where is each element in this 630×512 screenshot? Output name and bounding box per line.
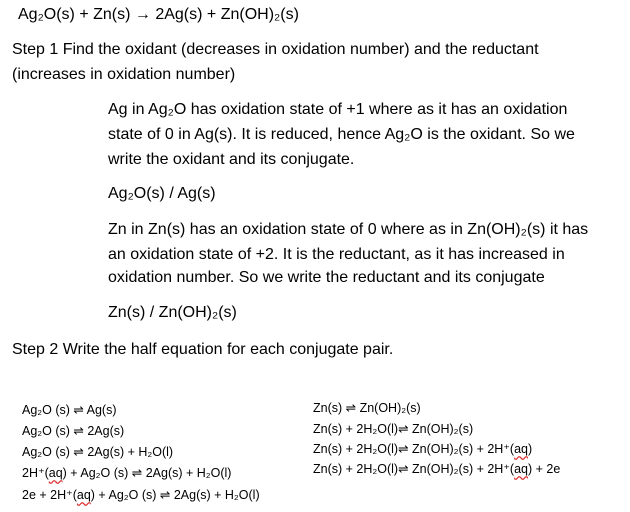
step1-heading-line2: (increases in oxidation number) xyxy=(12,66,236,83)
zinc-paragraph-line: Zn in Zn(s) has an oxidation state of 0 where as in Zn(OH)₂(s) it has xyxy=(108,221,589,238)
overall-equation: Ag₂O(s) + Zn(s) → 2Ag(s) + Zn(OH)₂(s) xyxy=(18,6,299,23)
silver-paragraph-line: Ag in Ag₂O has oxidation state of +1 where as it has an oxidation xyxy=(108,101,568,118)
silver-paragraph-line: write the oxidant and its conjugate. xyxy=(108,151,355,168)
step1-heading-line1: Step 1 Find the oxidant (decreases in oxidation number) and the reductant xyxy=(12,41,539,58)
half-equation: 2e + 2H⁺(aq) + Ag₂O (s) ⇌ 2Ag(s) + H₂O(l) xyxy=(22,488,260,502)
zinc-paragraph-line: an oxidation state of +2. It is the reductant, as it has increased in xyxy=(108,246,565,263)
zinc-paragraph-line: oxidation number. So we write the reductant and its conjugate xyxy=(108,269,545,286)
half-equation: Zn(s) + 2H₂O(l)⇌ Zn(OH)₂(s) xyxy=(313,422,474,436)
half-equation: 2H⁺(aq) + Ag₂O (s) ⇌ 2Ag(s) + H₂O(l) xyxy=(22,466,232,480)
step2-heading: Step 2 Write the half equation for each conjugate pair. xyxy=(12,341,394,358)
half-equation: Ag₂O (s) ⇌ Ag(s) xyxy=(22,403,117,417)
half-equation: Zn(s) + 2H₂O(l)⇌ Zn(OH)₂(s) + 2H⁺(aq) xyxy=(313,442,533,456)
half-equation: Ag₂O (s) ⇌ 2Ag(s) + H₂O(l) xyxy=(22,445,174,459)
half-equation: Zn(s) ⇌ Zn(OH)₂(s) xyxy=(313,401,421,415)
half-equation: Ag₂O (s) ⇌ 2Ag(s) xyxy=(22,424,125,438)
zinc-conjugate-pair: Zn(s) / Zn(OH)₂(s) xyxy=(108,304,237,321)
half-equation: Zn(s) + 2H₂O(l)⇌ Zn(OH)₂(s) + 2H⁺(aq) + 2e xyxy=(313,462,561,476)
silver-paragraph-line: state of 0 in Ag(s). It is reduced, hence Ag₂O is the oxidant. So we xyxy=(108,126,575,143)
silver-conjugate-pair: Ag₂O(s) / Ag(s) xyxy=(108,185,216,202)
